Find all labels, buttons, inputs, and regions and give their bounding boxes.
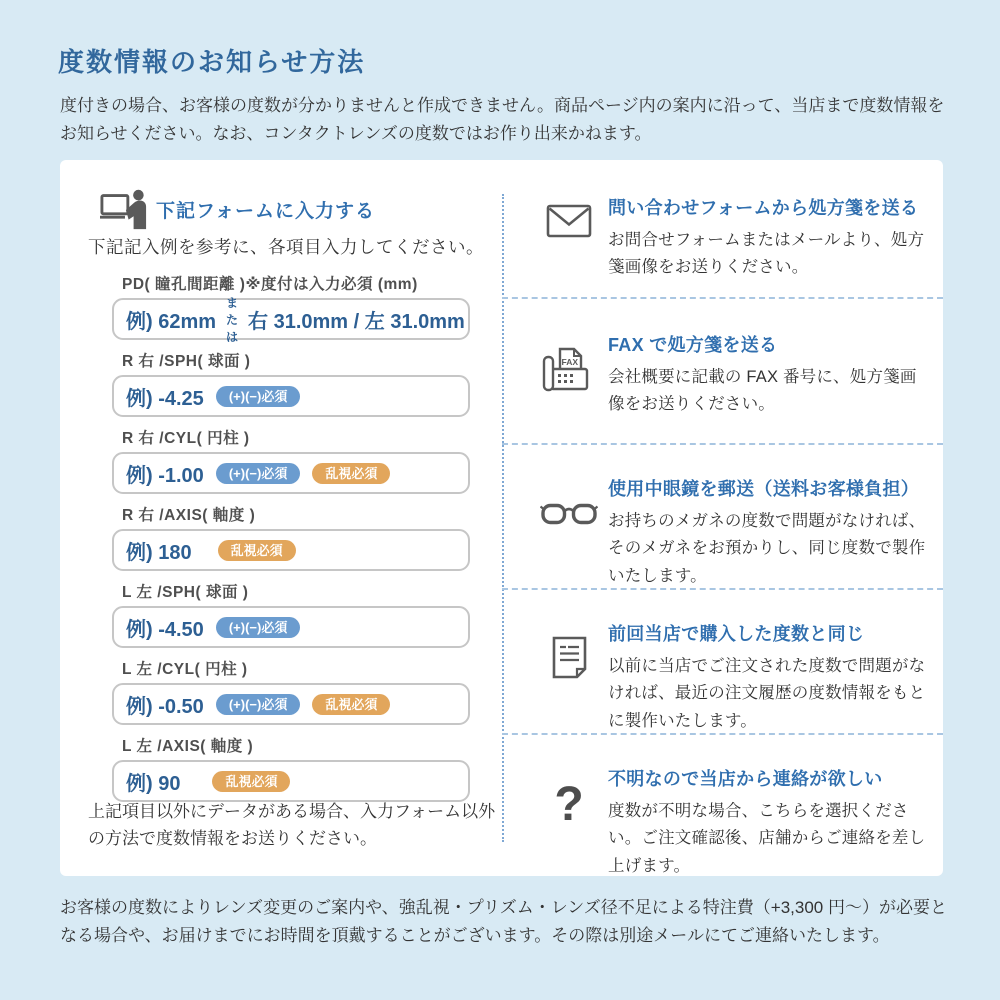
fax-icon-label: FAX (561, 357, 579, 367)
method-title: 問い合わせフォームから処方箋を送る (608, 198, 919, 218)
form-column (60, 160, 502, 876)
astigmatism-required-badge: 乱視必須 (312, 694, 390, 715)
l-axis-example-box[interactable] (112, 760, 470, 802)
page-title: 度数情報のお知らせ方法 (58, 47, 366, 77)
field-example-value: 例) 180 (126, 541, 192, 564)
field-label: L 左 /SPH( 球面 ) (122, 584, 249, 601)
form-heading: 下記フォームに入力する (156, 201, 376, 222)
sign-required-badge: (+)(−)必須 (216, 694, 301, 715)
method-body: 会社概要に記載の FAX 番号に、処方箋画像をお送りください。 (608, 368, 917, 414)
field-example-value: 例) -1.00 (126, 464, 204, 487)
footer-note: お客様の度数によりレンズ変更のご案内や、強乱視・プリズム・レンズ径不足による特注費（+3,300 円〜）が必要となる場合や、お届けまでにお時間を頂戴することがございます。その際は別途メールにてご連絡いたします。 (60, 898, 947, 946)
presenter-icon (100, 188, 148, 230)
method-mail-glasses (502, 443, 943, 588)
method-body: お持ちのメガネの度数で問題がなければ、そのメガネをお預かりし、同じ度数で製作いたします。 (608, 512, 926, 585)
method-contact-form (502, 160, 943, 297)
field-example-value: 例) -4.50 (126, 618, 204, 641)
pd-example-box[interactable] (112, 295, 470, 344)
form-field-l-cyl (112, 657, 470, 725)
form-note: 上記項目以外にデータがある場合、入力フォーム以外の方法で度数情報をお送りください。 (88, 802, 496, 849)
form-field-pd (112, 272, 470, 344)
sign-required-badge: (+)(−)必須 (216, 463, 301, 484)
methods-column (502, 160, 943, 876)
method-fax (502, 297, 943, 443)
l-sph-example-box[interactable] (112, 606, 470, 648)
mail-icon (540, 204, 598, 238)
field-label: PD( 瞳孔間距離 )※度付は入力必須 (mm) (122, 276, 418, 293)
prescription-methods-card (60, 160, 943, 876)
form-field-r-cyl (112, 426, 470, 494)
form-fields (112, 272, 470, 811)
question-icon (540, 778, 598, 831)
field-example-value: 例) 62mm (126, 310, 217, 333)
r-cyl-example-box[interactable] (112, 452, 470, 494)
r-axis-example-box[interactable] (112, 529, 470, 571)
method-title: 使用中眼鏡を郵送（送料お客様負担） (608, 479, 920, 499)
field-label: L 左 /CYL( 円柱 ) (122, 661, 248, 678)
sign-required-badge: (+)(−)必須 (216, 386, 301, 407)
method-contact-me (502, 733, 943, 876)
sign-required-badge: (+)(−)必須 (216, 617, 301, 638)
field-example-value: 右 31.0mm / 左 31.0mm (248, 310, 465, 333)
intro-text: 度付きの場合、お客様の度数が分かりませんと作成できません。商品ページ内の案内に沿って、当店まで度数情報をお知らせください。なお、コンタクトレンズの度数ではお作り出来かねます。 (60, 96, 945, 143)
field-label: R 右 /AXIS( 軸度 ) (122, 507, 256, 524)
field-example-value: 例) 90 (126, 772, 181, 795)
astigmatism-required-badge: 乱視必須 (218, 540, 296, 561)
method-title: 不明なので当店から連絡が欲しい (608, 769, 883, 789)
l-cyl-example-box[interactable] (112, 683, 470, 725)
method-body: 度数が不明な場合、こちらを選択ください。ご注文確認後、店舗からご連絡を差し上げます。 (608, 802, 926, 875)
field-label: R 右 /SPH( 球面 ) (122, 353, 251, 370)
form-subheading: 下記記入例を参考に、各項目入力してください。 (88, 237, 484, 257)
form-field-r-sph (112, 349, 470, 417)
method-body: お問合せフォームまたはメールより、処方箋画像をお送りください。 (608, 231, 925, 277)
field-label: R 右 /CYL( 円柱 ) (122, 430, 250, 447)
method-title: FAX で処方箋を送る (608, 335, 778, 355)
field-label: L 左 /AXIS( 軸度 ) (122, 738, 254, 755)
astigmatism-required-badge: 乱視必須 (212, 771, 290, 792)
form-field-l-sph (112, 580, 470, 648)
fax-icon (540, 345, 598, 392)
form-field-l-axis (112, 734, 470, 802)
field-example-connector: または (226, 295, 239, 344)
method-title: 前回当店で購入した度数と同じ (608, 624, 865, 644)
question-glyph: ? (554, 778, 584, 831)
r-sph-example-box[interactable] (112, 375, 470, 417)
method-previous-order (502, 588, 943, 733)
glasses-icon (540, 501, 598, 528)
document-icon (540, 636, 598, 679)
astigmatism-required-badge: 乱視必須 (312, 463, 390, 484)
field-example-value: 例) -4.25 (126, 387, 204, 410)
field-example-value: 例) -0.50 (126, 695, 204, 718)
form-field-r-axis (112, 503, 470, 571)
method-body: 以前に当店でご注文された度数で問題がなければ、最近の注文履歴の度数情報をもとに製作いたします。 (608, 657, 926, 730)
